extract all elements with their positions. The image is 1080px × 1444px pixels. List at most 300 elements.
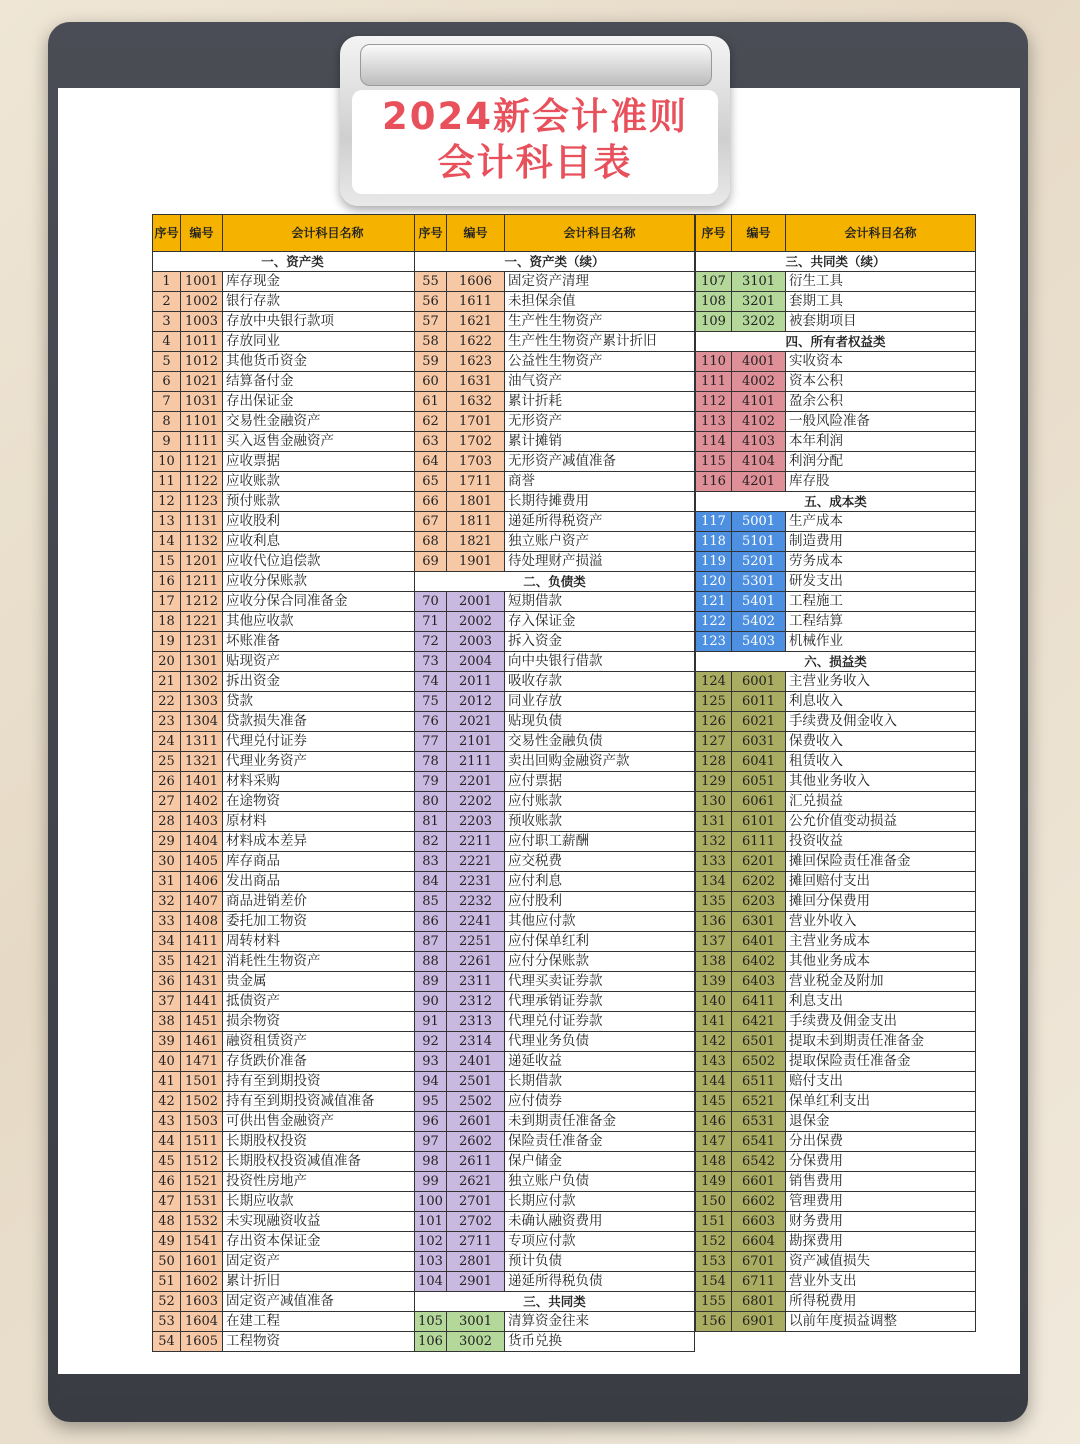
row-code: 2401 bbox=[447, 1052, 505, 1072]
row-name: 投资性房地产 bbox=[223, 1172, 433, 1192]
row-code: 1132 bbox=[181, 532, 223, 552]
row-name: 损余物资 bbox=[223, 1012, 433, 1032]
row-seq: 23 bbox=[153, 712, 181, 732]
row-name: 手续费及佣金支出 bbox=[786, 1012, 976, 1032]
row-seq: 40 bbox=[153, 1052, 181, 1072]
row-name: 独立账户资产 bbox=[505, 532, 695, 552]
table-row bbox=[415, 372, 695, 392]
row-seq: 17 bbox=[153, 592, 181, 612]
table-row bbox=[696, 572, 976, 592]
row-code: 1532 bbox=[181, 1212, 223, 1232]
row-seq: 65 bbox=[415, 472, 447, 492]
row-name: 应收分保账款 bbox=[223, 572, 433, 592]
row-seq: 42 bbox=[153, 1092, 181, 1112]
row-code: 6801 bbox=[732, 1292, 786, 1312]
row-name: 材料成本差异 bbox=[223, 832, 433, 852]
table-row bbox=[153, 1052, 433, 1072]
row-seq: 94 bbox=[415, 1072, 447, 1092]
header-code: 编号 bbox=[181, 215, 223, 252]
row-code: 2621 bbox=[447, 1172, 505, 1192]
row-name: 坏账准备 bbox=[223, 632, 433, 652]
clipboard-bottom bbox=[58, 1374, 1020, 1398]
table-row bbox=[415, 632, 695, 652]
row-seq: 104 bbox=[415, 1272, 447, 1292]
row-name: 套期工具 bbox=[786, 292, 976, 312]
row-name: 主营业务收入 bbox=[786, 672, 976, 692]
table-row bbox=[153, 292, 433, 312]
row-seq: 62 bbox=[415, 412, 447, 432]
row-seq: 48 bbox=[153, 1212, 181, 1232]
table-row bbox=[696, 892, 976, 912]
section-row bbox=[415, 1292, 695, 1312]
row-code: 4001 bbox=[732, 352, 786, 372]
row-name: 长期借款 bbox=[505, 1072, 695, 1092]
row-code: 2221 bbox=[447, 852, 505, 872]
row-seq: 7 bbox=[153, 392, 181, 412]
row-code: 2311 bbox=[447, 972, 505, 992]
row-seq: 53 bbox=[153, 1312, 181, 1332]
row-code: 1711 bbox=[447, 472, 505, 492]
row-code: 1703 bbox=[447, 452, 505, 472]
table-row bbox=[153, 492, 433, 512]
row-seq: 91 bbox=[415, 1012, 447, 1032]
row-code: 1601 bbox=[181, 1252, 223, 1272]
row-name: 商誉 bbox=[505, 472, 695, 492]
section-row bbox=[696, 492, 976, 512]
row-seq: 61 bbox=[415, 392, 447, 412]
row-seq: 139 bbox=[696, 972, 732, 992]
row-seq: 19 bbox=[153, 632, 181, 652]
row-name: 融资租赁资产 bbox=[223, 1032, 433, 1052]
row-name: 代理业务资产 bbox=[223, 752, 433, 772]
table-row bbox=[153, 772, 433, 792]
row-seq: 106 bbox=[415, 1332, 447, 1352]
table-row bbox=[415, 592, 695, 612]
table-row bbox=[153, 1112, 433, 1132]
row-name: 生产性生物资产 bbox=[505, 312, 695, 332]
row-code: 2021 bbox=[447, 712, 505, 732]
row-code: 1531 bbox=[181, 1192, 223, 1212]
section-row bbox=[415, 572, 695, 592]
row-seq: 83 bbox=[415, 852, 447, 872]
section-row bbox=[153, 252, 433, 272]
table-row bbox=[415, 692, 695, 712]
row-code: 6511 bbox=[732, 1072, 786, 1092]
row-code: 2251 bbox=[447, 932, 505, 952]
table-row bbox=[153, 1072, 433, 1092]
table-row bbox=[696, 272, 976, 292]
table-row bbox=[153, 752, 433, 772]
table-row bbox=[153, 972, 433, 992]
row-code: 2312 bbox=[447, 992, 505, 1012]
row-name: 库存股 bbox=[786, 472, 976, 492]
table-row bbox=[153, 1332, 433, 1352]
row-code: 5101 bbox=[732, 532, 786, 552]
row-seq: 130 bbox=[696, 792, 732, 812]
table-row bbox=[696, 732, 976, 752]
row-code: 1321 bbox=[181, 752, 223, 772]
table-row bbox=[696, 1252, 976, 1272]
row-code: 4104 bbox=[732, 452, 786, 472]
row-seq: 24 bbox=[153, 732, 181, 752]
table-row bbox=[415, 472, 695, 492]
row-name: 存出资本保证金 bbox=[223, 1232, 433, 1252]
row-code: 6301 bbox=[732, 912, 786, 932]
row-code: 1021 bbox=[181, 372, 223, 392]
row-seq: 27 bbox=[153, 792, 181, 812]
row-name: 劳务成本 bbox=[786, 552, 976, 572]
row-name: 主营业务成本 bbox=[786, 932, 976, 952]
row-seq: 149 bbox=[696, 1172, 732, 1192]
row-name: 实收资本 bbox=[786, 352, 976, 372]
row-code: 1421 bbox=[181, 952, 223, 972]
row-seq: 142 bbox=[696, 1032, 732, 1052]
table-row bbox=[415, 652, 695, 672]
row-code: 5001 bbox=[732, 512, 786, 532]
row-seq: 156 bbox=[696, 1312, 732, 1332]
section-title: 四、所有者权益类 bbox=[696, 332, 976, 352]
row-name: 存货跌价准备 bbox=[223, 1052, 433, 1072]
row-name: 应收分保合同准备金 bbox=[223, 592, 433, 612]
row-seq: 148 bbox=[696, 1152, 732, 1172]
header-code: 编号 bbox=[732, 215, 786, 252]
row-name: 管理费用 bbox=[786, 1192, 976, 1212]
table-row bbox=[696, 772, 976, 792]
row-seq: 144 bbox=[696, 1072, 732, 1092]
row-name: 应付债券 bbox=[505, 1092, 695, 1112]
table-row bbox=[153, 912, 433, 932]
row-code: 2202 bbox=[447, 792, 505, 812]
row-code: 1471 bbox=[181, 1052, 223, 1072]
row-seq: 39 bbox=[153, 1032, 181, 1052]
row-name: 应收代位追偿款 bbox=[223, 552, 433, 572]
row-seq: 71 bbox=[415, 612, 447, 632]
title-line-1: 2024新会计准则 bbox=[382, 95, 688, 138]
row-code: 3202 bbox=[732, 312, 786, 332]
row-code: 1304 bbox=[181, 712, 223, 732]
row-seq: 128 bbox=[696, 752, 732, 772]
row-code: 1441 bbox=[181, 992, 223, 1012]
row-seq: 70 bbox=[415, 592, 447, 612]
row-seq: 21 bbox=[153, 672, 181, 692]
table-row bbox=[696, 812, 976, 832]
table-header bbox=[696, 215, 976, 252]
row-seq: 59 bbox=[415, 352, 447, 372]
row-code: 5402 bbox=[732, 612, 786, 632]
row-name: 摊回赔付支出 bbox=[786, 872, 976, 892]
row-name: 应收票据 bbox=[223, 452, 433, 472]
row-seq: 58 bbox=[415, 332, 447, 352]
table-row bbox=[153, 1172, 433, 1192]
row-code: 1311 bbox=[181, 732, 223, 752]
row-name: 工程物资 bbox=[223, 1332, 433, 1352]
row-seq: 117 bbox=[696, 512, 732, 532]
table-row bbox=[153, 1252, 433, 1272]
row-name: 长期待摊费用 bbox=[505, 492, 695, 512]
row-code: 3001 bbox=[447, 1312, 505, 1332]
row-seq: 102 bbox=[415, 1232, 447, 1252]
row-name: 贴现负债 bbox=[505, 712, 695, 732]
row-name: 分出保费 bbox=[786, 1132, 976, 1152]
row-code: 2313 bbox=[447, 1012, 505, 1032]
table-row bbox=[696, 1192, 976, 1212]
row-code: 1606 bbox=[447, 272, 505, 292]
row-seq: 134 bbox=[696, 872, 732, 892]
row-code: 1221 bbox=[181, 612, 223, 632]
header-name: 会计科目名称 bbox=[786, 215, 976, 252]
row-seq: 89 bbox=[415, 972, 447, 992]
row-seq: 1 bbox=[153, 272, 181, 292]
table-row bbox=[696, 692, 976, 712]
row-seq: 147 bbox=[696, 1132, 732, 1152]
row-code: 1501 bbox=[181, 1072, 223, 1092]
row-seq: 57 bbox=[415, 312, 447, 332]
row-code: 5401 bbox=[732, 592, 786, 612]
row-name: 租赁收入 bbox=[786, 752, 976, 772]
table-row bbox=[153, 632, 433, 652]
table-row bbox=[415, 1232, 695, 1252]
row-name: 代理兑付证券 bbox=[223, 732, 433, 752]
row-seq: 45 bbox=[153, 1152, 181, 1172]
table-row bbox=[415, 712, 695, 732]
row-seq: 98 bbox=[415, 1152, 447, 1172]
row-name: 贴现资产 bbox=[223, 652, 433, 672]
row-code: 2611 bbox=[447, 1152, 505, 1172]
row-seq: 153 bbox=[696, 1252, 732, 1272]
row-name: 结算备付金 bbox=[223, 372, 433, 392]
row-name: 在建工程 bbox=[223, 1312, 433, 1332]
row-name: 同业存放 bbox=[505, 692, 695, 712]
table-row bbox=[415, 992, 695, 1012]
table-row bbox=[696, 992, 976, 1012]
row-code: 1512 bbox=[181, 1152, 223, 1172]
row-name: 累计折耗 bbox=[505, 392, 695, 412]
table-row bbox=[153, 1192, 433, 1212]
table-row bbox=[415, 952, 695, 972]
row-code: 2261 bbox=[447, 952, 505, 972]
table-row bbox=[415, 1192, 695, 1212]
table-row bbox=[696, 712, 976, 732]
row-name: 代理买卖证券款 bbox=[505, 972, 695, 992]
section-title: 二、负债类 bbox=[415, 572, 695, 592]
row-name: 抵债资产 bbox=[223, 992, 433, 1012]
row-code: 6541 bbox=[732, 1132, 786, 1152]
table-row bbox=[415, 732, 695, 752]
row-name: 一般风险准备 bbox=[786, 412, 976, 432]
section-title: 六、损益类 bbox=[696, 652, 976, 672]
row-name: 应付职工薪酬 bbox=[505, 832, 695, 852]
row-code: 1402 bbox=[181, 792, 223, 812]
table-row bbox=[696, 1012, 976, 1032]
row-code: 2501 bbox=[447, 1072, 505, 1092]
table-row bbox=[696, 432, 976, 452]
row-code: 1622 bbox=[447, 332, 505, 352]
row-name: 本年利润 bbox=[786, 432, 976, 452]
row-seq: 125 bbox=[696, 692, 732, 712]
row-name: 利息支出 bbox=[786, 992, 976, 1012]
row-name: 待处理财产损溢 bbox=[505, 552, 695, 572]
row-code: 1451 bbox=[181, 1012, 223, 1032]
row-code: 2711 bbox=[447, 1232, 505, 1252]
row-name: 商品进销差价 bbox=[223, 892, 433, 912]
table-row bbox=[415, 1072, 695, 1092]
row-name: 专项应付款 bbox=[505, 1232, 695, 1252]
row-seq: 16 bbox=[153, 572, 181, 592]
row-code: 1407 bbox=[181, 892, 223, 912]
row-code: 1701 bbox=[447, 412, 505, 432]
row-seq: 131 bbox=[696, 812, 732, 832]
row-code: 5201 bbox=[732, 552, 786, 572]
table-row bbox=[415, 412, 695, 432]
row-seq: 68 bbox=[415, 532, 447, 552]
table-row bbox=[415, 912, 695, 932]
row-code: 1121 bbox=[181, 452, 223, 472]
row-name: 存入保证金 bbox=[505, 612, 695, 632]
row-name: 无形资产减值准备 bbox=[505, 452, 695, 472]
row-seq: 107 bbox=[696, 272, 732, 292]
table-row bbox=[415, 792, 695, 812]
row-code: 6901 bbox=[732, 1312, 786, 1332]
row-seq: 77 bbox=[415, 732, 447, 752]
row-name: 赔付支出 bbox=[786, 1072, 976, 1092]
account-table-3 bbox=[695, 214, 976, 1332]
row-seq: 127 bbox=[696, 732, 732, 752]
row-name: 买入返售金融资产 bbox=[223, 432, 433, 452]
row-seq: 46 bbox=[153, 1172, 181, 1192]
row-code: 6031 bbox=[732, 732, 786, 752]
row-code: 6202 bbox=[732, 872, 786, 892]
row-code: 1611 bbox=[447, 292, 505, 312]
table-row bbox=[153, 852, 433, 872]
row-name: 利润分配 bbox=[786, 452, 976, 472]
row-seq: 4 bbox=[153, 332, 181, 352]
row-name: 所得税费用 bbox=[786, 1292, 976, 1312]
row-code: 1101 bbox=[181, 412, 223, 432]
row-name: 货币兑换 bbox=[505, 1332, 695, 1352]
row-code: 1123 bbox=[181, 492, 223, 512]
account-table-1 bbox=[152, 214, 433, 1352]
row-code: 3201 bbox=[732, 292, 786, 312]
table-row bbox=[415, 1092, 695, 1112]
row-code: 6401 bbox=[732, 932, 786, 952]
row-code: 2231 bbox=[447, 872, 505, 892]
row-name: 应付利息 bbox=[505, 872, 695, 892]
row-code: 2801 bbox=[447, 1252, 505, 1272]
row-code: 1604 bbox=[181, 1312, 223, 1332]
row-code: 2601 bbox=[447, 1112, 505, 1132]
table-row bbox=[696, 412, 976, 432]
row-seq: 69 bbox=[415, 552, 447, 572]
row-code: 4002 bbox=[732, 372, 786, 392]
row-code: 2702 bbox=[447, 1212, 505, 1232]
row-seq: 120 bbox=[696, 572, 732, 592]
row-seq: 50 bbox=[153, 1252, 181, 1272]
clip-bar bbox=[360, 44, 712, 86]
row-name: 材料采购 bbox=[223, 772, 433, 792]
row-name: 投资收益 bbox=[786, 832, 976, 852]
row-code: 6021 bbox=[732, 712, 786, 732]
row-code: 6521 bbox=[732, 1092, 786, 1112]
table-row bbox=[696, 1312, 976, 1332]
row-name: 存放中央银行款项 bbox=[223, 312, 433, 332]
row-name: 无形资产 bbox=[505, 412, 695, 432]
row-code: 1301 bbox=[181, 652, 223, 672]
table-row bbox=[415, 1032, 695, 1052]
row-name: 预计负债 bbox=[505, 1252, 695, 1272]
row-code: 1231 bbox=[181, 632, 223, 652]
row-seq: 36 bbox=[153, 972, 181, 992]
row-code: 1011 bbox=[181, 332, 223, 352]
table-row bbox=[415, 752, 695, 772]
row-name: 摊回保险责任准备金 bbox=[786, 852, 976, 872]
row-name: 清算资金往来 bbox=[505, 1312, 695, 1332]
table-row bbox=[415, 1152, 695, 1172]
row-code: 1461 bbox=[181, 1032, 223, 1052]
row-seq: 133 bbox=[696, 852, 732, 872]
table-row bbox=[696, 1072, 976, 1092]
table-row bbox=[696, 1032, 976, 1052]
table-row bbox=[153, 512, 433, 532]
table-row bbox=[696, 592, 976, 612]
row-name: 吸收存款 bbox=[505, 672, 695, 692]
section-title: 三、共同类（续） bbox=[696, 252, 976, 272]
table-row bbox=[696, 1292, 976, 1312]
table-row bbox=[415, 1132, 695, 1152]
table-row bbox=[696, 1092, 976, 1112]
table-row bbox=[415, 1052, 695, 1072]
row-seq: 3 bbox=[153, 312, 181, 332]
row-name: 提取保险责任准备金 bbox=[786, 1052, 976, 1072]
section-title: 一、资产类（续） bbox=[415, 252, 695, 272]
row-code: 6402 bbox=[732, 952, 786, 972]
account-table-2 bbox=[414, 214, 695, 1352]
row-name: 交易性金融负债 bbox=[505, 732, 695, 752]
row-name: 应付股利 bbox=[505, 892, 695, 912]
table-row bbox=[696, 1152, 976, 1172]
row-name: 未到期责任准备金 bbox=[505, 1112, 695, 1132]
row-seq: 43 bbox=[153, 1112, 181, 1132]
row-name: 拆入资金 bbox=[505, 632, 695, 652]
row-seq: 37 bbox=[153, 992, 181, 1012]
table-row bbox=[696, 372, 976, 392]
row-name: 销售费用 bbox=[786, 1172, 976, 1192]
row-name: 累计摊销 bbox=[505, 432, 695, 452]
row-name: 交易性金融资产 bbox=[223, 412, 433, 432]
row-name: 汇兑损益 bbox=[786, 792, 976, 812]
table-row bbox=[415, 1212, 695, 1232]
table-row bbox=[415, 552, 695, 572]
row-name: 公允价值变动损益 bbox=[786, 812, 976, 832]
row-seq: 5 bbox=[153, 352, 181, 372]
row-seq: 75 bbox=[415, 692, 447, 712]
header-seq: 序号 bbox=[153, 215, 181, 252]
table-row bbox=[153, 812, 433, 832]
row-name: 拆出资金 bbox=[223, 672, 433, 692]
table-row bbox=[153, 372, 433, 392]
table-row bbox=[415, 432, 695, 452]
table-row bbox=[415, 932, 695, 952]
table-row bbox=[696, 312, 976, 332]
table-row bbox=[153, 352, 433, 372]
row-seq: 72 bbox=[415, 632, 447, 652]
table-row bbox=[696, 672, 976, 692]
row-code: 2502 bbox=[447, 1092, 505, 1112]
row-name: 银行存款 bbox=[223, 292, 433, 312]
table-row bbox=[696, 612, 976, 632]
row-code: 1632 bbox=[447, 392, 505, 412]
row-name: 固定资产 bbox=[223, 1252, 433, 1272]
table-row bbox=[696, 1112, 976, 1132]
